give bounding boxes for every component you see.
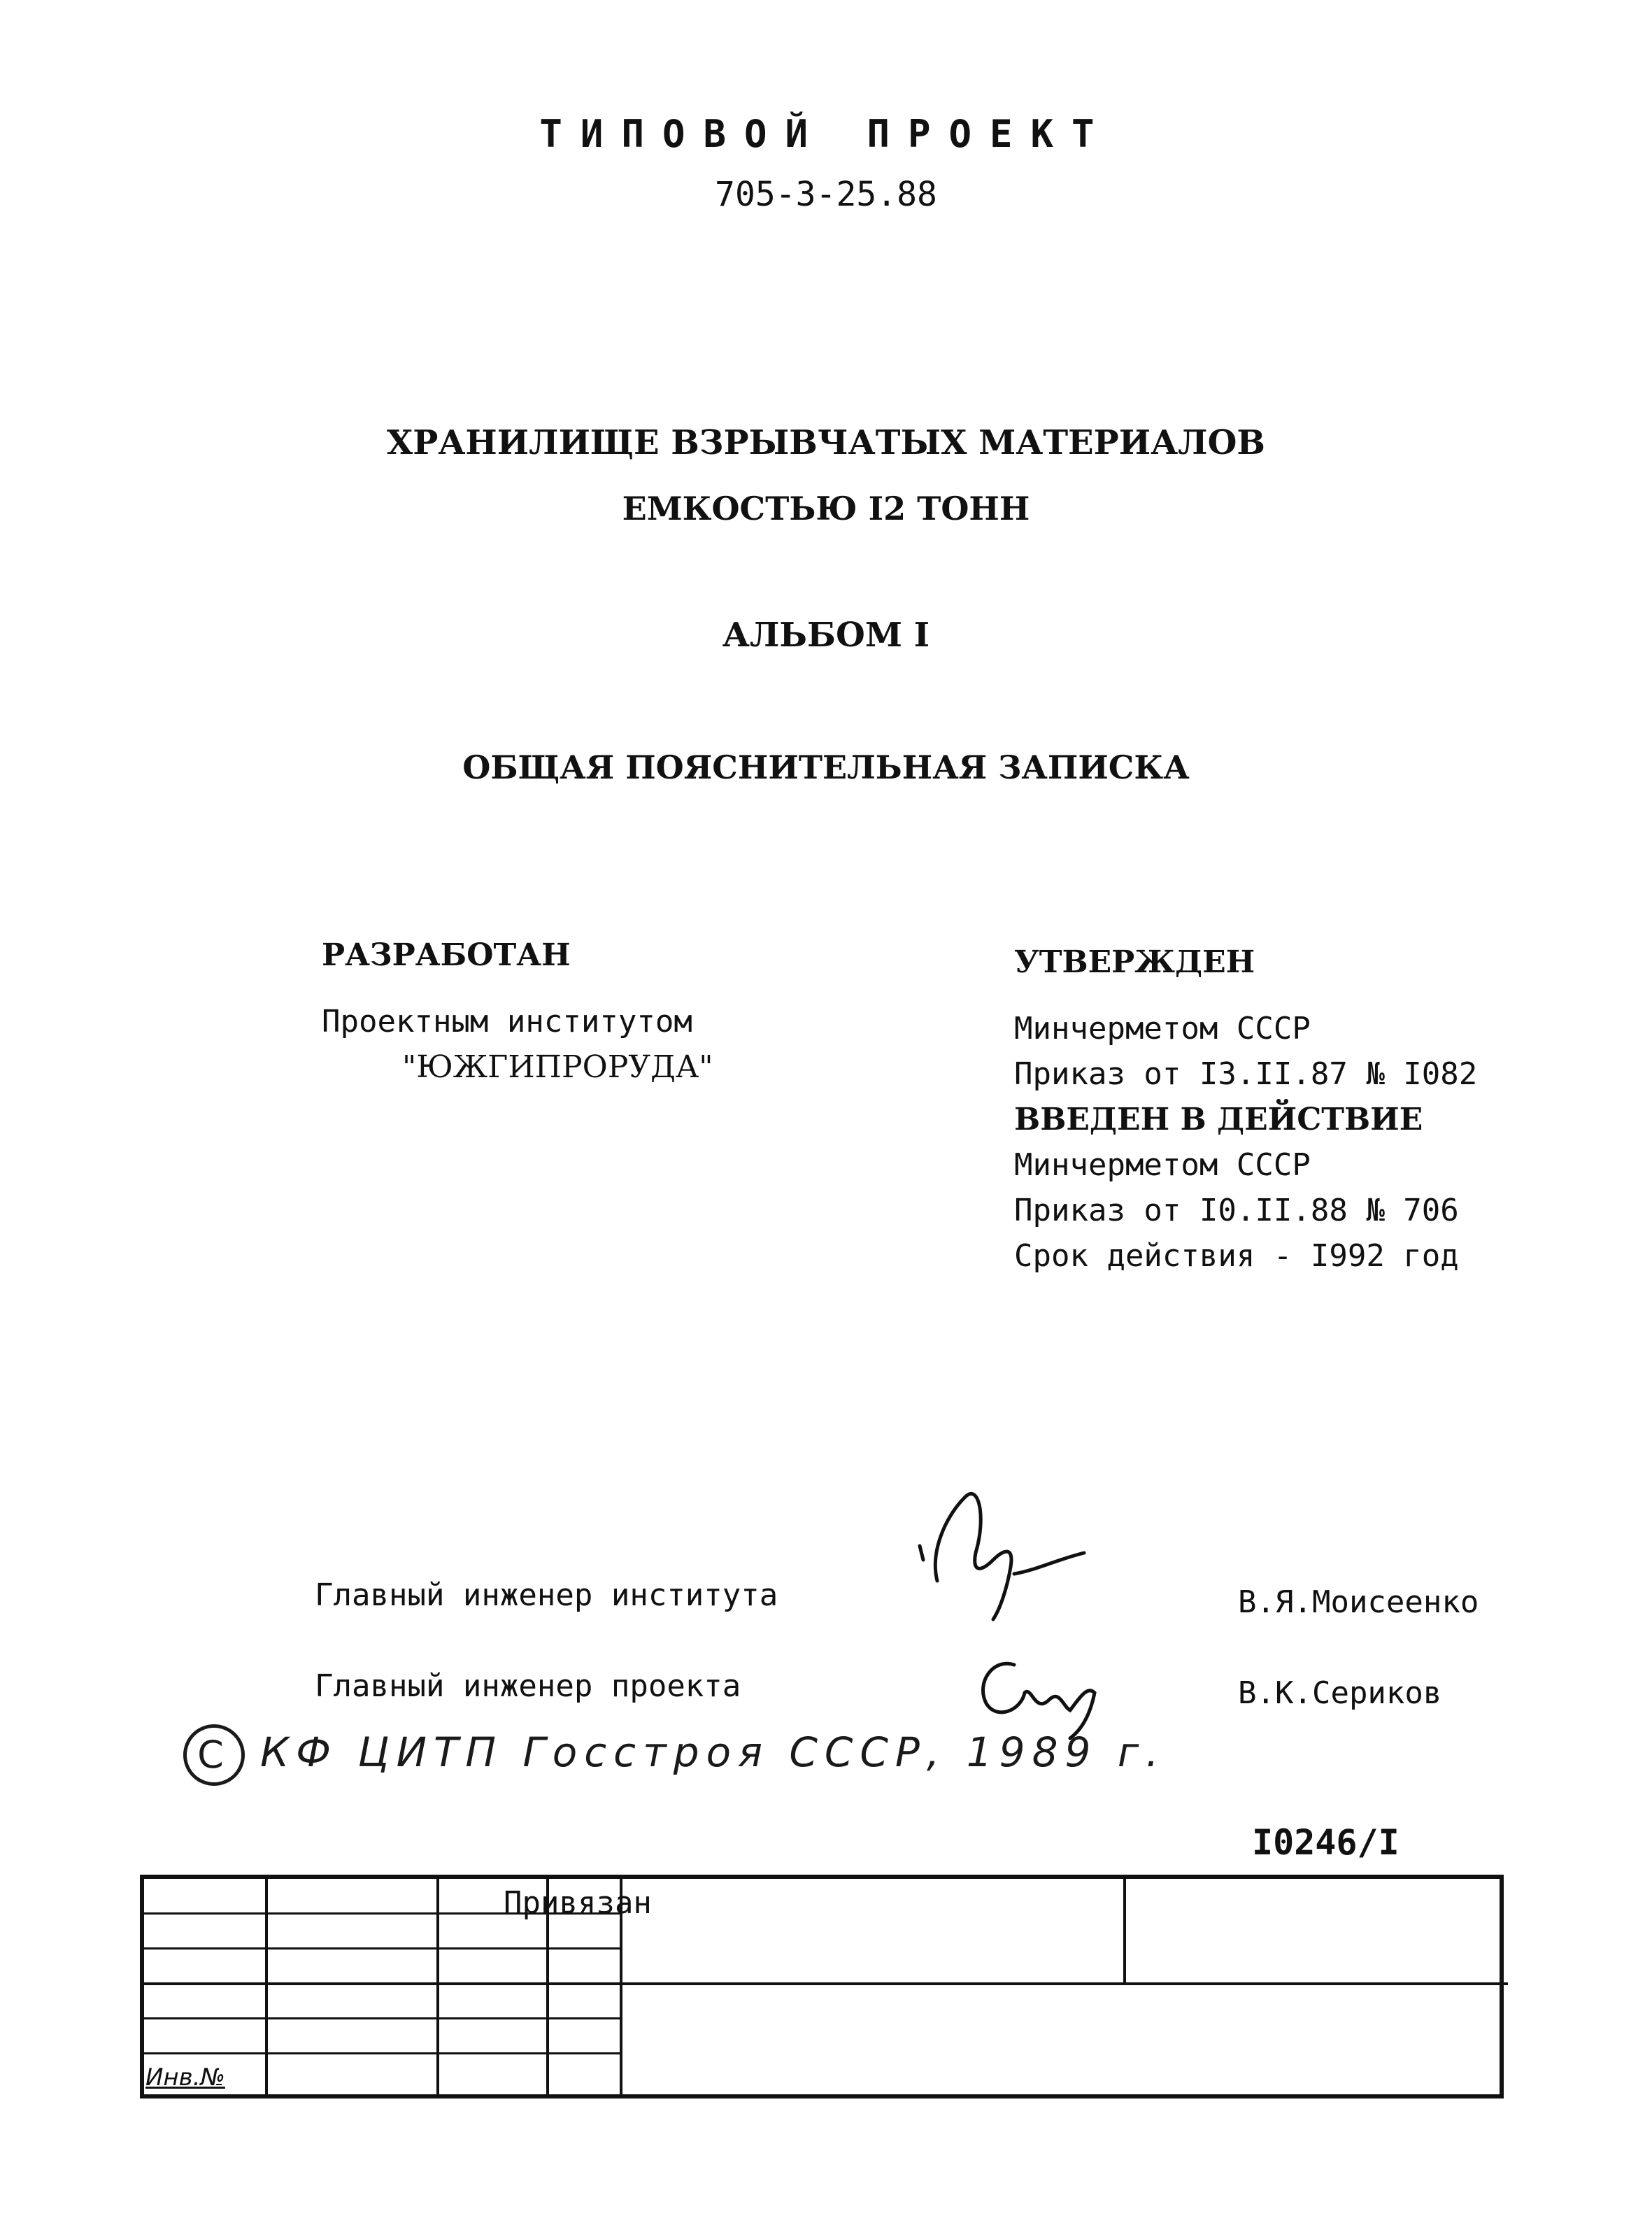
bound-label: Привязан xyxy=(504,1885,652,1921)
approved-line1: Минчерметом СССР xyxy=(1014,1011,1311,1046)
inventory-label: Инв.№ xyxy=(145,2064,225,2091)
developed-heading: РАЗРАБОТАН xyxy=(322,937,571,973)
developed-line2: "ЮЖГИПРОРУДА" xyxy=(402,1049,713,1085)
approved-line4: Минчерметом СССР xyxy=(1014,1147,1311,1183)
signature-role-chief-institute: Главный инженер института xyxy=(315,1577,778,1613)
stamp-row-divider xyxy=(144,1982,1508,1985)
approved-heading: УТВЕРЖДЕН xyxy=(1014,944,1255,980)
approved-line2: Приказ от I3.II.87 № I082 xyxy=(1014,1056,1478,1092)
stamp-row-divider xyxy=(144,2017,620,2019)
stamp-table xyxy=(140,1875,1504,2098)
stamp-col-divider xyxy=(265,1879,268,2094)
stamp-row-divider xyxy=(144,2052,620,2054)
doc-type-heading: ТИПОВОЙ ПРОЕКТ xyxy=(539,112,1113,156)
signature-name-chief-institute: В.Я.Моисеенко xyxy=(1238,1584,1479,1620)
copyright-note xyxy=(183,1724,1166,1786)
album-label: АЛЬБОМ I xyxy=(722,616,930,655)
project-title-line2: ЕМКОСТЬЮ I2 ТОНН xyxy=(622,490,1030,527)
project-title-line1: ХРАНИЛИЩЕ ВЗРЫВЧАТЫХ МАТЕРИАЛОВ xyxy=(387,423,1265,462)
approved-line3: ВВЕДЕН В ДЕЙСТВИЕ xyxy=(1014,1102,1423,1137)
doc-number: 705-3-25.88 xyxy=(715,175,937,214)
stamp-row-divider xyxy=(144,1947,620,1950)
copyright-symbol-icon: C xyxy=(183,1724,245,1786)
signature-name-chief-project: В.К.Сериков xyxy=(1238,1675,1442,1711)
album-description: ОБЩАЯ ПОЯСНИТЕЛЬНАЯ ЗАПИСКА xyxy=(462,748,1190,786)
document-code: I0246/I xyxy=(1252,1822,1400,1863)
developed-line1: Проектным институтом xyxy=(322,1004,692,1039)
signature-role-chief-project: Главный инженер проекта xyxy=(315,1668,741,1704)
stamp-col-divider xyxy=(1123,1879,1126,1984)
approved-line5: Приказ от I0.II.88 № 706 xyxy=(1014,1193,1459,1228)
handwritten-signature-1 xyxy=(909,1476,1105,1630)
approved-line6: Срок действия - I992 год xyxy=(1014,1238,1459,1274)
copyright-text: КФ ЦИТП Госстроя СССР, 1989 г. xyxy=(260,1728,1166,1777)
stamp-col-divider xyxy=(436,1879,439,2094)
